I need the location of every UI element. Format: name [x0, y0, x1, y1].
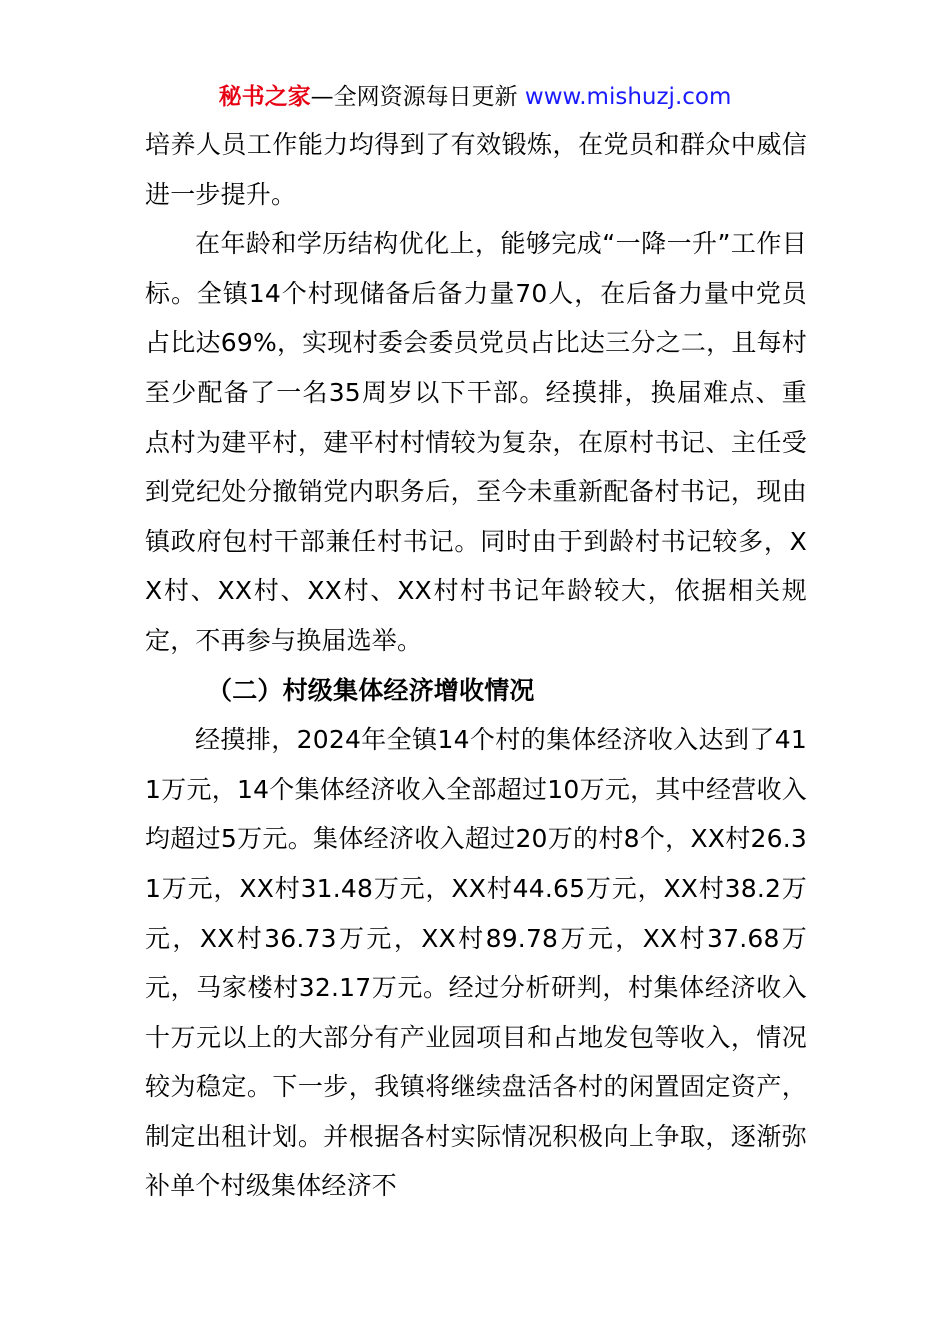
brand-name: 秘书之家 [218, 84, 311, 110]
header-tagline: —全网资源每日更新 [310, 84, 525, 110]
paragraph-age-structure: 在年龄和学历结构优化上，能够完成“一降一升”工作目标。全镇14个村现储备后备力量70人，在后备力量中党员占比达69%，实现村委会委员党员占比达三分之二，且每村至少配备了一名35周岁以下干部。经摸排，换届难点、重点村为建平村，建平村村情较为复杂，在原村书记、主任受到党纪处分撤销党内职务后，至今未重新配备村书记，现由镇政府包村干部兼任村书记。同时由于到龄村书记较多，XX村、XX村、XX村、XX村村书记年龄较大，依据相关规定，不再参与换届选举。 [145, 229, 807, 655]
paragraph-continuation: 培养人员工作能力均得到了有效锻炼，在党员和群众中威信进一步提升。 [145, 130, 807, 209]
page-header [0, 80, 950, 114]
paragraph-collective-economy: 经摸排，2024年全镇14个村的集体经济收入达到了411万元，14个集体经济收入全部超过10万元，其中经营收入均超过5万元。集体经济收入超过20万的村8个，XX村26.31万元，XX村31.48万元，XX村44.65万元，XX村38.2万元，XX村36.73万元，XX村89.78万元，XX村37.68万元，马家楼村32.17万元。经过分析研判，村集体经济收入十万元以上的大部分有产业园项目和占地发包等收入，情况较为稳定。下一步，我镇将继续盘活各村的闲置固定资产，制定出租计划。并根据各村实际情况积极向上争取，逐渐弥补单个村级集体经济不 [145, 725, 807, 1201]
document-body [145, 120, 807, 1211]
section-heading: （二）村级集体经济增收情况 [207, 675, 535, 705]
site-url-link[interactable]: www.mishuzj.com [524, 84, 732, 110]
